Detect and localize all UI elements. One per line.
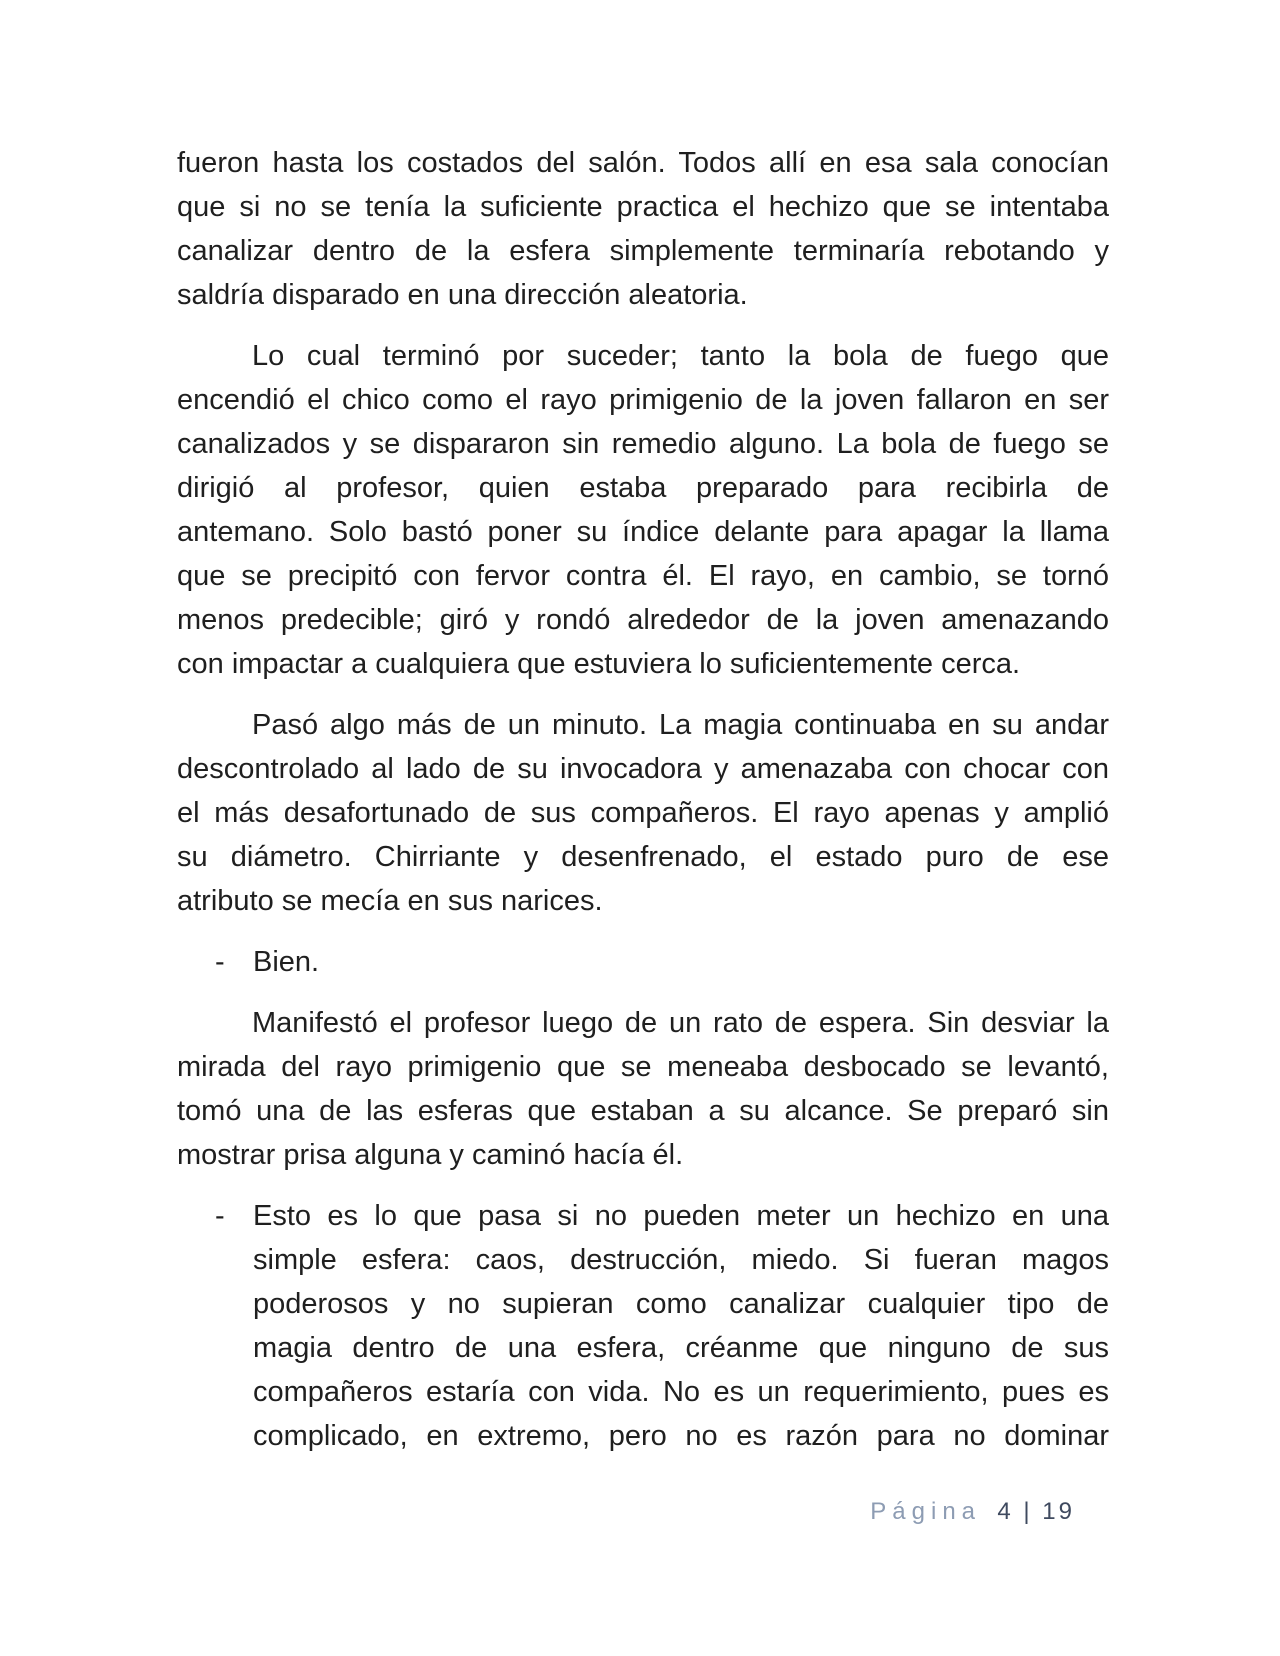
paragraph bbox=[177, 703, 1109, 923]
list-dash: - bbox=[215, 946, 225, 978]
list-item bbox=[177, 1194, 1109, 1458]
text-line: que se precipitó con fervor contra él. El rayo, en cambio, se tornó bbox=[177, 560, 1109, 592]
text-line: Lo cual terminó por suceder; tanto la bola de fuego que bbox=[252, 340, 1109, 372]
text-line: el más desafortunado de sus compañeros. El rayo apenas y amplió bbox=[177, 797, 1109, 829]
text-line: antemano. Solo bastó poner su índice delante para apagar la llama bbox=[177, 516, 1109, 548]
text-line: descontrolado al lado de su invocadora y amenazaba con chocar con bbox=[177, 753, 1109, 785]
text-line: Bien. bbox=[253, 946, 320, 978]
footer-page-number bbox=[988, 1498, 1075, 1525]
footer-page-label: Página bbox=[870, 1498, 982, 1525]
text-line: magia dentro de una esfera, créanme que ninguno de sus bbox=[253, 1332, 1109, 1364]
paragraph bbox=[177, 334, 1109, 686]
paragraph bbox=[177, 1001, 1109, 1177]
document-body bbox=[177, 141, 1109, 1458]
text-line: atributo se mecía en sus narices. bbox=[177, 885, 603, 917]
text-line: con impactar a cualquiera que estuviera lo suficientemente cerca. bbox=[177, 648, 1021, 680]
list-dash: - bbox=[215, 1200, 225, 1232]
text-line: Manifestó el profesor luego de un rato de espera. Sin desviar la bbox=[252, 1007, 1109, 1039]
text-line: poderosos y no supieran como canalizar cualquier tipo de bbox=[253, 1288, 1109, 1320]
text-line: su diámetro. Chirriante y desenfrenado, el estado puro de ese bbox=[177, 841, 1109, 873]
text-line: Esto es lo que pasa si no pueden meter un hechizo en una bbox=[253, 1200, 1109, 1232]
list-item bbox=[177, 940, 1109, 984]
text-line: fueron hasta los costados del salón. Todos allí en esa sala conocían bbox=[177, 147, 1109, 179]
text-line: complicado, en extremo, pero no es razón para no dominar bbox=[253, 1420, 1109, 1452]
text-line: mostrar prisa alguna y caminó hacía él. bbox=[177, 1139, 684, 1171]
footer-page-info: 4 | 19 bbox=[997, 1498, 1075, 1525]
text-line: Pasó algo más de un minuto. La magia continuaba en su andar bbox=[252, 709, 1109, 741]
text-line: simple esfera: caos, destrucción, miedo. Si fueran magos bbox=[253, 1244, 1109, 1276]
text-line: canalizar dentro de la esfera simplemente terminaría rebotando y bbox=[177, 235, 1109, 267]
text-line: canalizados y se dispararon sin remedio alguno. La bola de fuego se bbox=[177, 428, 1109, 460]
text-line: saldría disparado en una dirección aleatoria. bbox=[177, 279, 748, 311]
text-line: mirada del rayo primigenio que se meneaba desbocado se levantó, bbox=[177, 1051, 1109, 1083]
paragraph bbox=[177, 141, 1109, 317]
page-footer bbox=[870, 1497, 1075, 1527]
text-line: encendió el chico como el rayo primigenio de la joven fallaron en ser bbox=[177, 384, 1109, 416]
text-line: que si no se tenía la suficiente practica el hechizo que se intentaba bbox=[177, 191, 1109, 223]
text-line: tomó una de las esferas que estaban a su alcance. Se preparó sin bbox=[177, 1095, 1109, 1127]
text-line: compañeros estaría con vida. No es un requerimiento, pues es bbox=[253, 1376, 1109, 1408]
text-line: menos predecible; giró y rondó alrededor de la joven amenazando bbox=[177, 604, 1109, 636]
text-line: dirigió al profesor, quien estaba preparado para recibirla de bbox=[177, 472, 1109, 504]
